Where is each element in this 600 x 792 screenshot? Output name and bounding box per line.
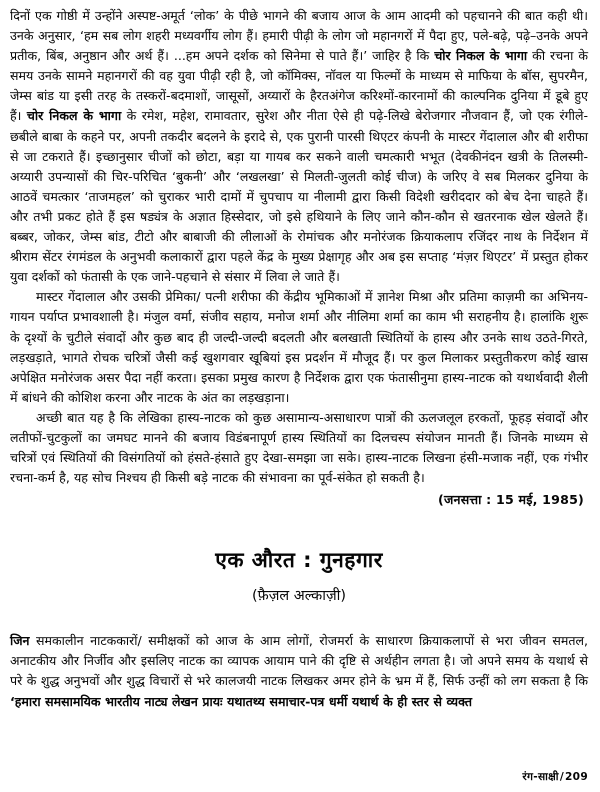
- footer-separator: /: [559, 771, 564, 783]
- paragraph: [10, 408, 588, 488]
- body-text-run: दिनों एक गोष्ठी में उन्होंने अस्पष्ट-अमूर्त ‘लोक’ के पीछे भागने की बजाय आज के आम आदमी को पहचानने की बात कही थी। उनके अनुसार, ‘हम सब लोग शहरी मध्यवर्गीय लोग हैं। हमारी पीढ़ी के लोग जो महानगरों में पैदा हुए, पले-बढ़े, पढ़े–उनके अपने प्रतीक, बिंब, अनुष्ठान और अर्थ हैं। ...हम अपने दर्शक को सिनेमा से पाते हैं।’ जाहिर है कि: [10, 8, 588, 64]
- section-subtitle: (फ़ैज़ल अल्काज़ी): [251, 588, 346, 605]
- page-title: एक औरत : गुनहगार: [215, 548, 383, 573]
- article-attribution: (जनसत्ता : 15 मई, 1985): [438, 492, 584, 508]
- paragraph: [10, 6, 588, 287]
- footer-page-number: 209: [564, 771, 588, 783]
- emphasized-text: जिन: [10, 633, 30, 649]
- body-text-run: के रमेश, महेश, रामावतार, सुरेश और नीता ऐसे ही पढ़े-लिखे बेरोजगार नौजवान हैं, जो एक रंगीले-छबीले बाबा के कहने पर, अपनी तकदीर बदलने के इरादे से, एक पुरानी पारसी थिएटर कंपनी के मास्टर गेंदालाल और बी शरीफा से जा टकराते हैं। इच्छानुसार चीजों को छोटा, बड़ा या गायब कर सकने वाली चमत्कारी भभूत (देवकीनंदन खत्री के तिलस्मी-अय्यारी उपन्यासों की चिर-परिचित ‘बुकनी’ और ‘लखलखा’ से मिलती-जुलती कोई चीज) के जरिए वे सब मिलकर दुनिया के आठवें चमत्कार ‘ताजमहल’ को चुराकर भारी दामों में चुपचाप या नीलामी द्वारा किसी विदेशी खरीददार को बेच देना चाहते हैं। और तभी प्रकट होते हैं इस षड्यंत्र के अज्ञात हिस्सेदार, जो इसे हथियाने के लिए जाने कौन-कौन से खतरनाक खेल खेलते हैं। बब्बर, जोकर, जेम्स बांड, टीटो और बाबाजी की लीलाओं के रोमांचक और मनोरंजक क्रियाकलाप रजिंदर नाथ के निर्देशन में श्रीराम सेंटर रंगमंडल के अनुभवी कलाकारों द्वारा पहले केंद्र के मुख्य प्रेक्षागृह और अब इस सप्ताह ‘मंज़र थिएटर’ में प्रस्तुत होकर युवा दर्शकों को फंतासी के एक जाने-पहचाने से संसार में लिवा ले जाते हैं।: [10, 108, 588, 285]
- body-text-run: मास्टर गेंदालाल और उसकी प्रेमिका/ पत्नी शरीफा की केंद्रीय भूमिकाओं में ज्ञानेश मिश्रा और प्रतिमा काज़मी का अभिनय-गायन पर्याप्त प्रभावशाली है। मंजुल वर्मा, संजीव सहाय, मनोज शर्मा और नीलिमा शर्मा का काम भी सराहनीय है। हालांकि शुरू के दृश्यों के चुटीले संवादों और कुछ बाद ही जल्दी-जल्दी बदलती और बलखाती स्थितियों के हास्य और उनके साथ उठते-गिरते, लड़खड़ाते, भागते रोचक चरित्रों जैसी कई खुशगवार खूबियां इस प्रदर्शन में मौजूद हैं। पर कुल मिलाकर प्रस्तुतीकरण कोई खास अपेक्षित मनोरंजक असर पैदा नहीं करता। इसका प्रमुख कारण है निर्देशक द्वारा एक फंतासीनुमा हास्य-नाटक को यथार्थवादी शैली में बांधने की कोशिश करना और नाटक के अंत का लड़खड़ाना।: [10, 289, 588, 405]
- emphasized-text: ‘हमारा समसामयिक भारतीय नाट्य लेखन प्रायः यथातथ्य समाचार-पत्र धर्मी यथार्थ के ही स्तर से व्यक्त: [10, 693, 472, 709]
- page-footer: [522, 770, 588, 784]
- emphasized-text: चोर निकल के भागा: [26, 108, 122, 124]
- spacer: [10, 607, 588, 631]
- body-text-run: की रचना के समय उनके सामने महानगरों की वह युवा पीढ़ी रही है, जो कॉमिक्स, नॉवल या फिल्मों के माध्यम से माफिया के बॉस, सुपरमैन, जेम्स बांड या इसी तरह के तस्करों-बदमाशों, जासूसों, अय्यारों के हैरतअंगेज करिश्मों-कारनामों की काल्पनिक दुनिया में डूबे हुए हैं।: [10, 48, 589, 124]
- article-body: [10, 6, 588, 488]
- paragraph: [10, 631, 588, 711]
- body-text-run: अच्छी बात यह है कि लेखिका हास्य-नाटक को कुछ असामान्य-असाधारण पात्रों की ऊलजलूल हरकतों, फूहड़ संवादों और लतीफों-चुटकुलों का जमघट मानने की बजाय विडंबनापूर्ण हास्य स्थितियों का दिलचस्प संयोजन मानती हैं। जिनके माध्यम से चरित्रों एवं स्थितियों की विसंगतियों को हंसते-हंसाते हुए देखा-समझा जा सके। हास्य-नाटक लिखना हंसी-मजाक नहीं, एक गंभीर रचना-कर्म है, यह सोच निश्चय ही किसी बड़े नाटक की संभावना का पूर्व-संकेत हो सकती है।: [10, 409, 588, 486]
- body-text-run: समकालीन नाटककारों/ समीक्षकों को आज के आम लोगों, रोजमर्रा के साधारण क्रियाकलापों से भरा जीवन समतल, अनाटकीय और निर्जीव और इसलिए नाटक का व्यापक आयाम पाने की दृष्टि से अर्थहीन लगता है। जो अपने समय के यथार्थ से परे के शुद्ध अनुभवों और शुद्ध विचारों से भरे कालजयी नाटक लिखकर अमर होने के भ्रम में हैं, सिर्फ उन्हीं को लग सकता है कि: [10, 633, 588, 689]
- footer-book-title: रंग-साक्षी: [522, 771, 559, 783]
- emphasized-text: चोर निकल के भागा: [434, 48, 528, 64]
- section-body: [10, 631, 588, 711]
- paragraph: [10, 287, 588, 408]
